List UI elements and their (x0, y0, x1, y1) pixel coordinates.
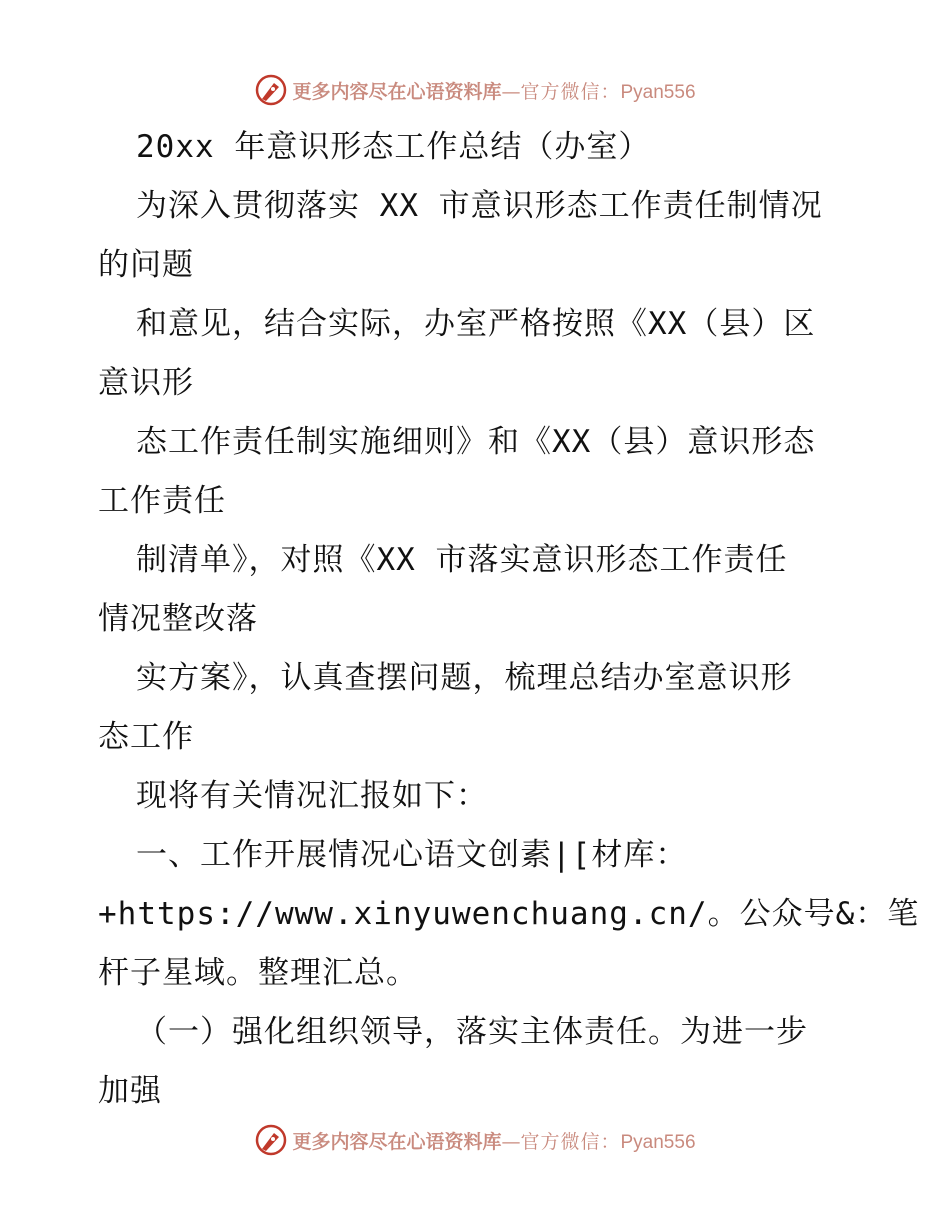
paragraph-line: 为深入贯彻落实 XX 市意识形态工作责任制情况 (136, 188, 823, 224)
paragraph-line: +https://www.xinyuwenchuang.cn/。公众号&：笔 (98, 896, 920, 932)
section-heading: 一、工作开展情况心语文创素|[材库： (136, 837, 688, 873)
paragraph-line: 工作责任 (98, 483, 226, 519)
watermark-text (292, 1127, 695, 1154)
paragraph-line: 和意见，结合实际，办室严格按照《XX（县）区 (136, 306, 816, 342)
watermark-label: 官方微信： (520, 80, 621, 103)
paragraph-line: 杆子星域。整理汇总。 (98, 955, 418, 991)
watermark-text (292, 77, 695, 104)
paragraph-line: 情况整改落 (98, 601, 258, 637)
header-watermark (0, 70, 950, 110)
pen-nib-logo-icon (254, 73, 288, 107)
document-title: 20xx 年意识形态工作总结（办室） (136, 129, 651, 165)
watermark-label: 官方微信： (520, 1130, 621, 1153)
watermark-brand: 更多内容尽在心语资料库 (292, 80, 502, 103)
subsection-heading: （一）强化组织领导，落实主体责任。为进一步 (136, 1014, 808, 1050)
watermark-brand: 更多内容尽在心语资料库 (292, 1130, 502, 1153)
pen-nib-logo-icon (254, 1123, 288, 1157)
footer-watermark (0, 1120, 950, 1160)
watermark-separator: — (501, 1130, 521, 1153)
paragraph-line: 现将有关情况汇报如下： (136, 778, 488, 814)
paragraph-line: 实方案》，认真查摆问题，梳理总结办室意识形 (136, 660, 793, 696)
paragraph-line: 制清单》，对照《XX 市落实意识形态工作责任 (136, 542, 788, 578)
watermark-account: Pyan556 (620, 1131, 696, 1153)
watermark-account: Pyan556 (620, 81, 696, 103)
paragraph-line: 意识形 (98, 365, 194, 401)
paragraph-line: 的问题 (98, 247, 194, 283)
document-body (98, 118, 920, 1121)
paragraph-line: 态工作责任制实施细则》和《XX（县）意识形态 (136, 424, 816, 460)
paragraph-line: 态工作 (98, 719, 194, 755)
watermark-separator: — (501, 80, 521, 103)
paragraph-line: 加强 (98, 1073, 162, 1109)
